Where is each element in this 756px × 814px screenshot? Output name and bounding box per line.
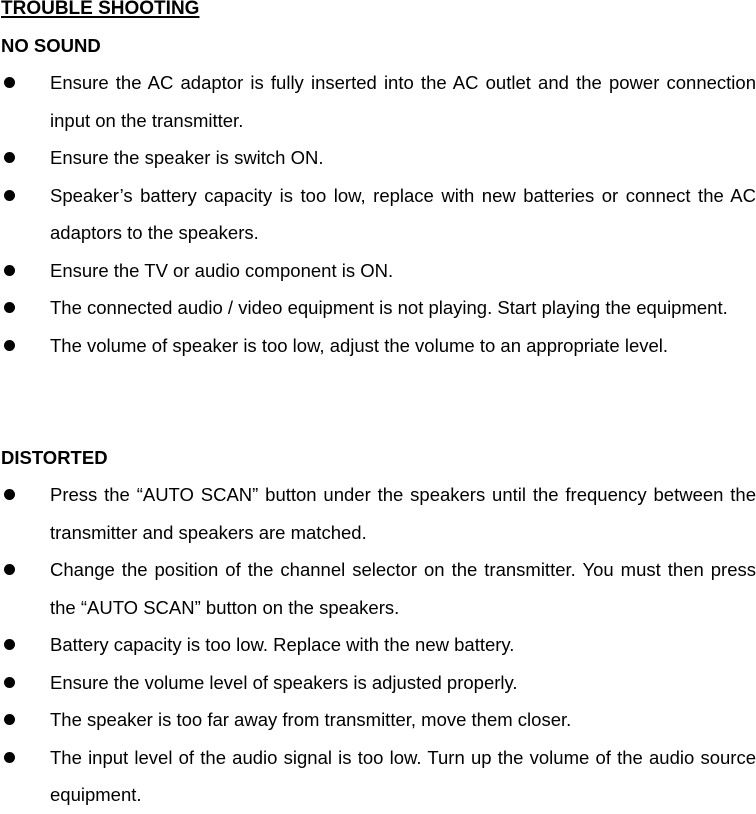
list-item: [0, 664, 756, 702]
list-item-text: The input level of the audio signal is too low. Turn up the volume of the audio source equipment.: [50, 746, 756, 805]
list-item: [0, 551, 756, 626]
list-item: [0, 476, 756, 551]
bullet-icon: [3, 664, 15, 702]
bullet-icon: [3, 252, 15, 290]
list-item: [0, 139, 756, 177]
list-item: [0, 177, 756, 252]
list-item: [0, 289, 756, 327]
bullet-icon: [3, 739, 15, 777]
section-heading-no-sound: NO SOUND: [1, 35, 101, 56]
bullet-icon: [3, 139, 15, 177]
list-item: [0, 64, 756, 139]
list-item-text: Battery capacity is too low. Replace with the new battery.: [50, 634, 515, 655]
no-sound-list: [0, 64, 756, 364]
bullet-icon: [3, 327, 15, 365]
list-item-text: Ensure the volume level of speakers is adjusted properly.: [50, 671, 518, 693]
bullet-icon: [3, 64, 15, 102]
list-item: [0, 327, 756, 365]
bullet-icon: [3, 626, 15, 664]
list-item-text: Change the position of the channel selector on the transmitter. You must then press the “AUTO SCAN” button on the speakers.: [50, 559, 756, 618]
list-item: [0, 739, 756, 814]
document-title: TROUBLE SHOOTING: [1, 0, 200, 19]
list-item-text: The connected audio / video equipment is not playing. Start playing the equipment.: [50, 297, 728, 318]
bullet-icon: [3, 701, 15, 739]
list-item-text: Ensure the speaker is switch ON.: [50, 147, 324, 168]
list-item: [0, 701, 756, 739]
section-heading-distorted: DISTORTED: [1, 447, 108, 468]
list-item-text: Speaker’s battery capacity is too low, replace with new batteries or connect the AC adaptors to the speakers.: [50, 184, 756, 243]
bullet-icon: [3, 551, 15, 589]
bullet-icon: [3, 177, 15, 215]
list-item-text: The speaker is too far away from transmitter, move them closer.: [50, 709, 572, 730]
list-item: [0, 626, 756, 664]
bullet-icon: [3, 476, 15, 514]
list-item-text: Ensure the TV or audio component is ON.: [50, 259, 394, 281]
list-item-text: The volume of speaker is too low, adjust the volume to an appropriate level.: [50, 334, 669, 356]
distorted-list: [0, 476, 756, 814]
list-item: [0, 252, 756, 290]
bullet-icon: [3, 289, 15, 327]
list-item-text: Ensure the AC adaptor is fully inserted into the AC outlet and the power connection input on the transmitter.: [50, 72, 756, 131]
list-item-text: Press the “AUTO SCAN” button under the speakers until the frequency between the transmitter and speakers are matched.: [50, 484, 756, 543]
